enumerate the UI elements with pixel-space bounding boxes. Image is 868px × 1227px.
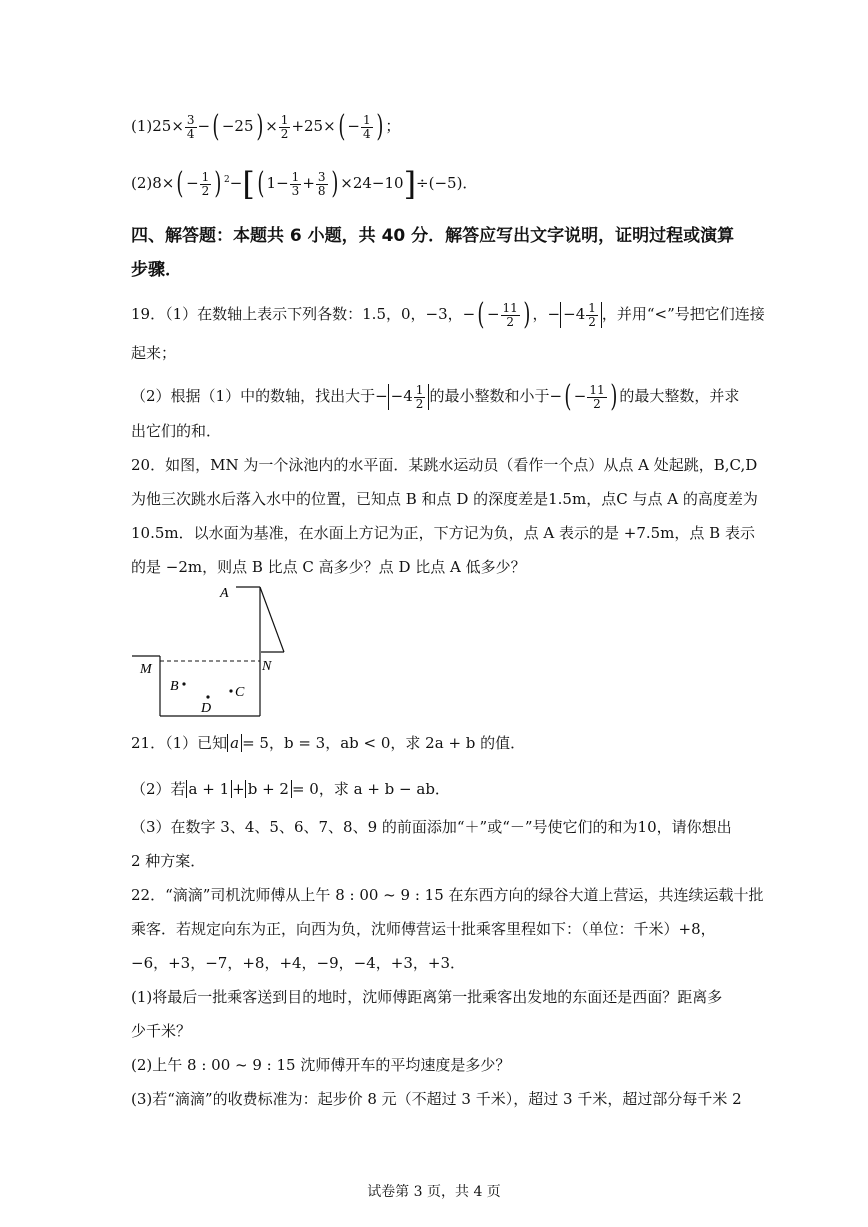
label-M: M — [140, 662, 152, 677]
q18-part1: (1)25× $\frac{3}{4}$ −( −25) × $\frac{1}{2}$ +25×( − $\frac{1}{4}$ ) ； — [131, 109, 401, 144]
q20-line2: 为他三次跳水后落入水中的位置，已知点 B 和点 D 的深度差是1.5m，点C 与点 A 的高度差为 — [131, 490, 758, 508]
q21-line1 — [131, 734, 525, 752]
q21-text: 21．（1）已知 — [131, 734, 228, 752]
q19-line1: 19．（1）在数轴上表示下列各数：1.5，0，−3，−( − $\frac{11}{2}$ ) ，− −4 $\frac{1}{2}$ ，并用“<”号把它们连接 — [131, 297, 765, 332]
pool-diagram — [128, 580, 298, 720]
q18-part2-label: (2) — [131, 174, 153, 192]
q19-p2-text2: 的最小整数和小于 — [429, 387, 550, 405]
q20-line1: 20．如图，MN 为一个泳池内的水平面．某跳水运动员（看作一个点）从点 A 处起跳，B,C,D — [131, 456, 758, 474]
label-A: A — [220, 586, 229, 601]
q22-line4: (1)将最后一批乘客送到目的地时，沈师傅距离第一批乘客出发地的东面还是西面？距离多 — [131, 988, 723, 1006]
q21-abs-b2: b + 2 — [245, 780, 292, 798]
q19-p2-text3: 的最大整数，并求 — [619, 387, 740, 405]
q18-part1-label: (1) — [131, 117, 153, 135]
q21-line4: 2 种方案． — [131, 852, 206, 870]
q21-p2-text: （2）若 — [131, 780, 186, 798]
q21-abs-a1: a + 1 — [186, 780, 233, 798]
q19-text-end: ，并用“<”号把它们连接 — [601, 305, 765, 323]
q20-line4: 的是 −2m，则点 B 比点 C 高多少？点 D 比点 A 低多少？ — [131, 558, 526, 576]
point-C — [229, 689, 232, 692]
label-C: C — [235, 685, 245, 700]
section-heading: 四、解答题：本题共 6 小题，共 40 分．解答应写出文字说明，证明过程或演算 — [131, 226, 735, 246]
q19-sep: ， — [532, 305, 548, 323]
q20-line3: 10.5m．以水面为基准，在水面上方记为正，下方记为负，点 A 表示的是 +7.5m，点 B 表示 — [131, 524, 755, 542]
label-D: D — [201, 701, 212, 716]
q21-line2 — [131, 780, 450, 798]
q21-abs-a: a — [227, 734, 242, 752]
q21-text-end: = 5，b = 3，ab < 0，求 2a + b 的值． — [242, 734, 526, 752]
q19-line3: （2）根据（1）中的数轴，找出大于− −4 $\frac{1}{2}$ 的最小整数和小于−( − $\frac{11}{2}$ ) 的最大整数，并求 — [131, 379, 740, 414]
section-heading-cont: 步骤． — [131, 260, 182, 280]
q21-p2-end: = 0，求 a + b − ab． — [291, 780, 450, 798]
point-B — [182, 682, 185, 685]
label-N: N — [262, 659, 272, 674]
page-footer: 试卷第 3 页，共 4 页 — [367, 1184, 501, 1200]
q19-line2: 起来； — [131, 344, 177, 362]
q19-p2-text: （2）根据（1）中的数轴，找出大于 — [131, 387, 376, 405]
q19-line4: 出它们的和． — [131, 422, 222, 440]
q22-line3: −6，+3，−7，+8，+4，−9，−4，+3，+3． — [131, 954, 466, 972]
q22-line1: 22．“滴滴”司机沈师傅从上午 8 : 00 ~ 9 : 15 在东西方向的绿谷大道上营运，共连续运载十批 — [131, 886, 764, 904]
q18-part2: (2)8×( − $\frac{1}{2}$ ) $^2$−[( 1− $\frac{1}{3}$ + $\frac{3}{8}$ ) ×24−10]÷(−5)． — [131, 165, 478, 203]
q22-line2: 乘客．若规定向东为正，向西为负，沈师傅营运十批乘客里程如下：（单位：千米）+8， — [131, 920, 716, 938]
q22-line5: 少千米？ — [131, 1022, 192, 1040]
q21-plus: + — [232, 780, 245, 798]
q21-line3: （3）在数字 3、4、5、6、7、8、9 的前面添加“＋”或“－”号使它们的和为10，请你想出 — [131, 818, 732, 836]
q22-line6: (2)上午 8 : 00 ~ 9 : 15 沈师傅开车的平均速度是多少？ — [131, 1056, 511, 1074]
q19-text: 19．（1）在数轴上表示下列各数：1.5，0，−3， — [131, 305, 463, 323]
q22-line7: (3)若“滴滴”的收费标准为：起步价 8 元（不超过 3 千米），超过 3 千米，超过部分每千米 2 — [131, 1090, 742, 1108]
point-D — [206, 695, 209, 698]
label-B: B — [170, 679, 179, 694]
